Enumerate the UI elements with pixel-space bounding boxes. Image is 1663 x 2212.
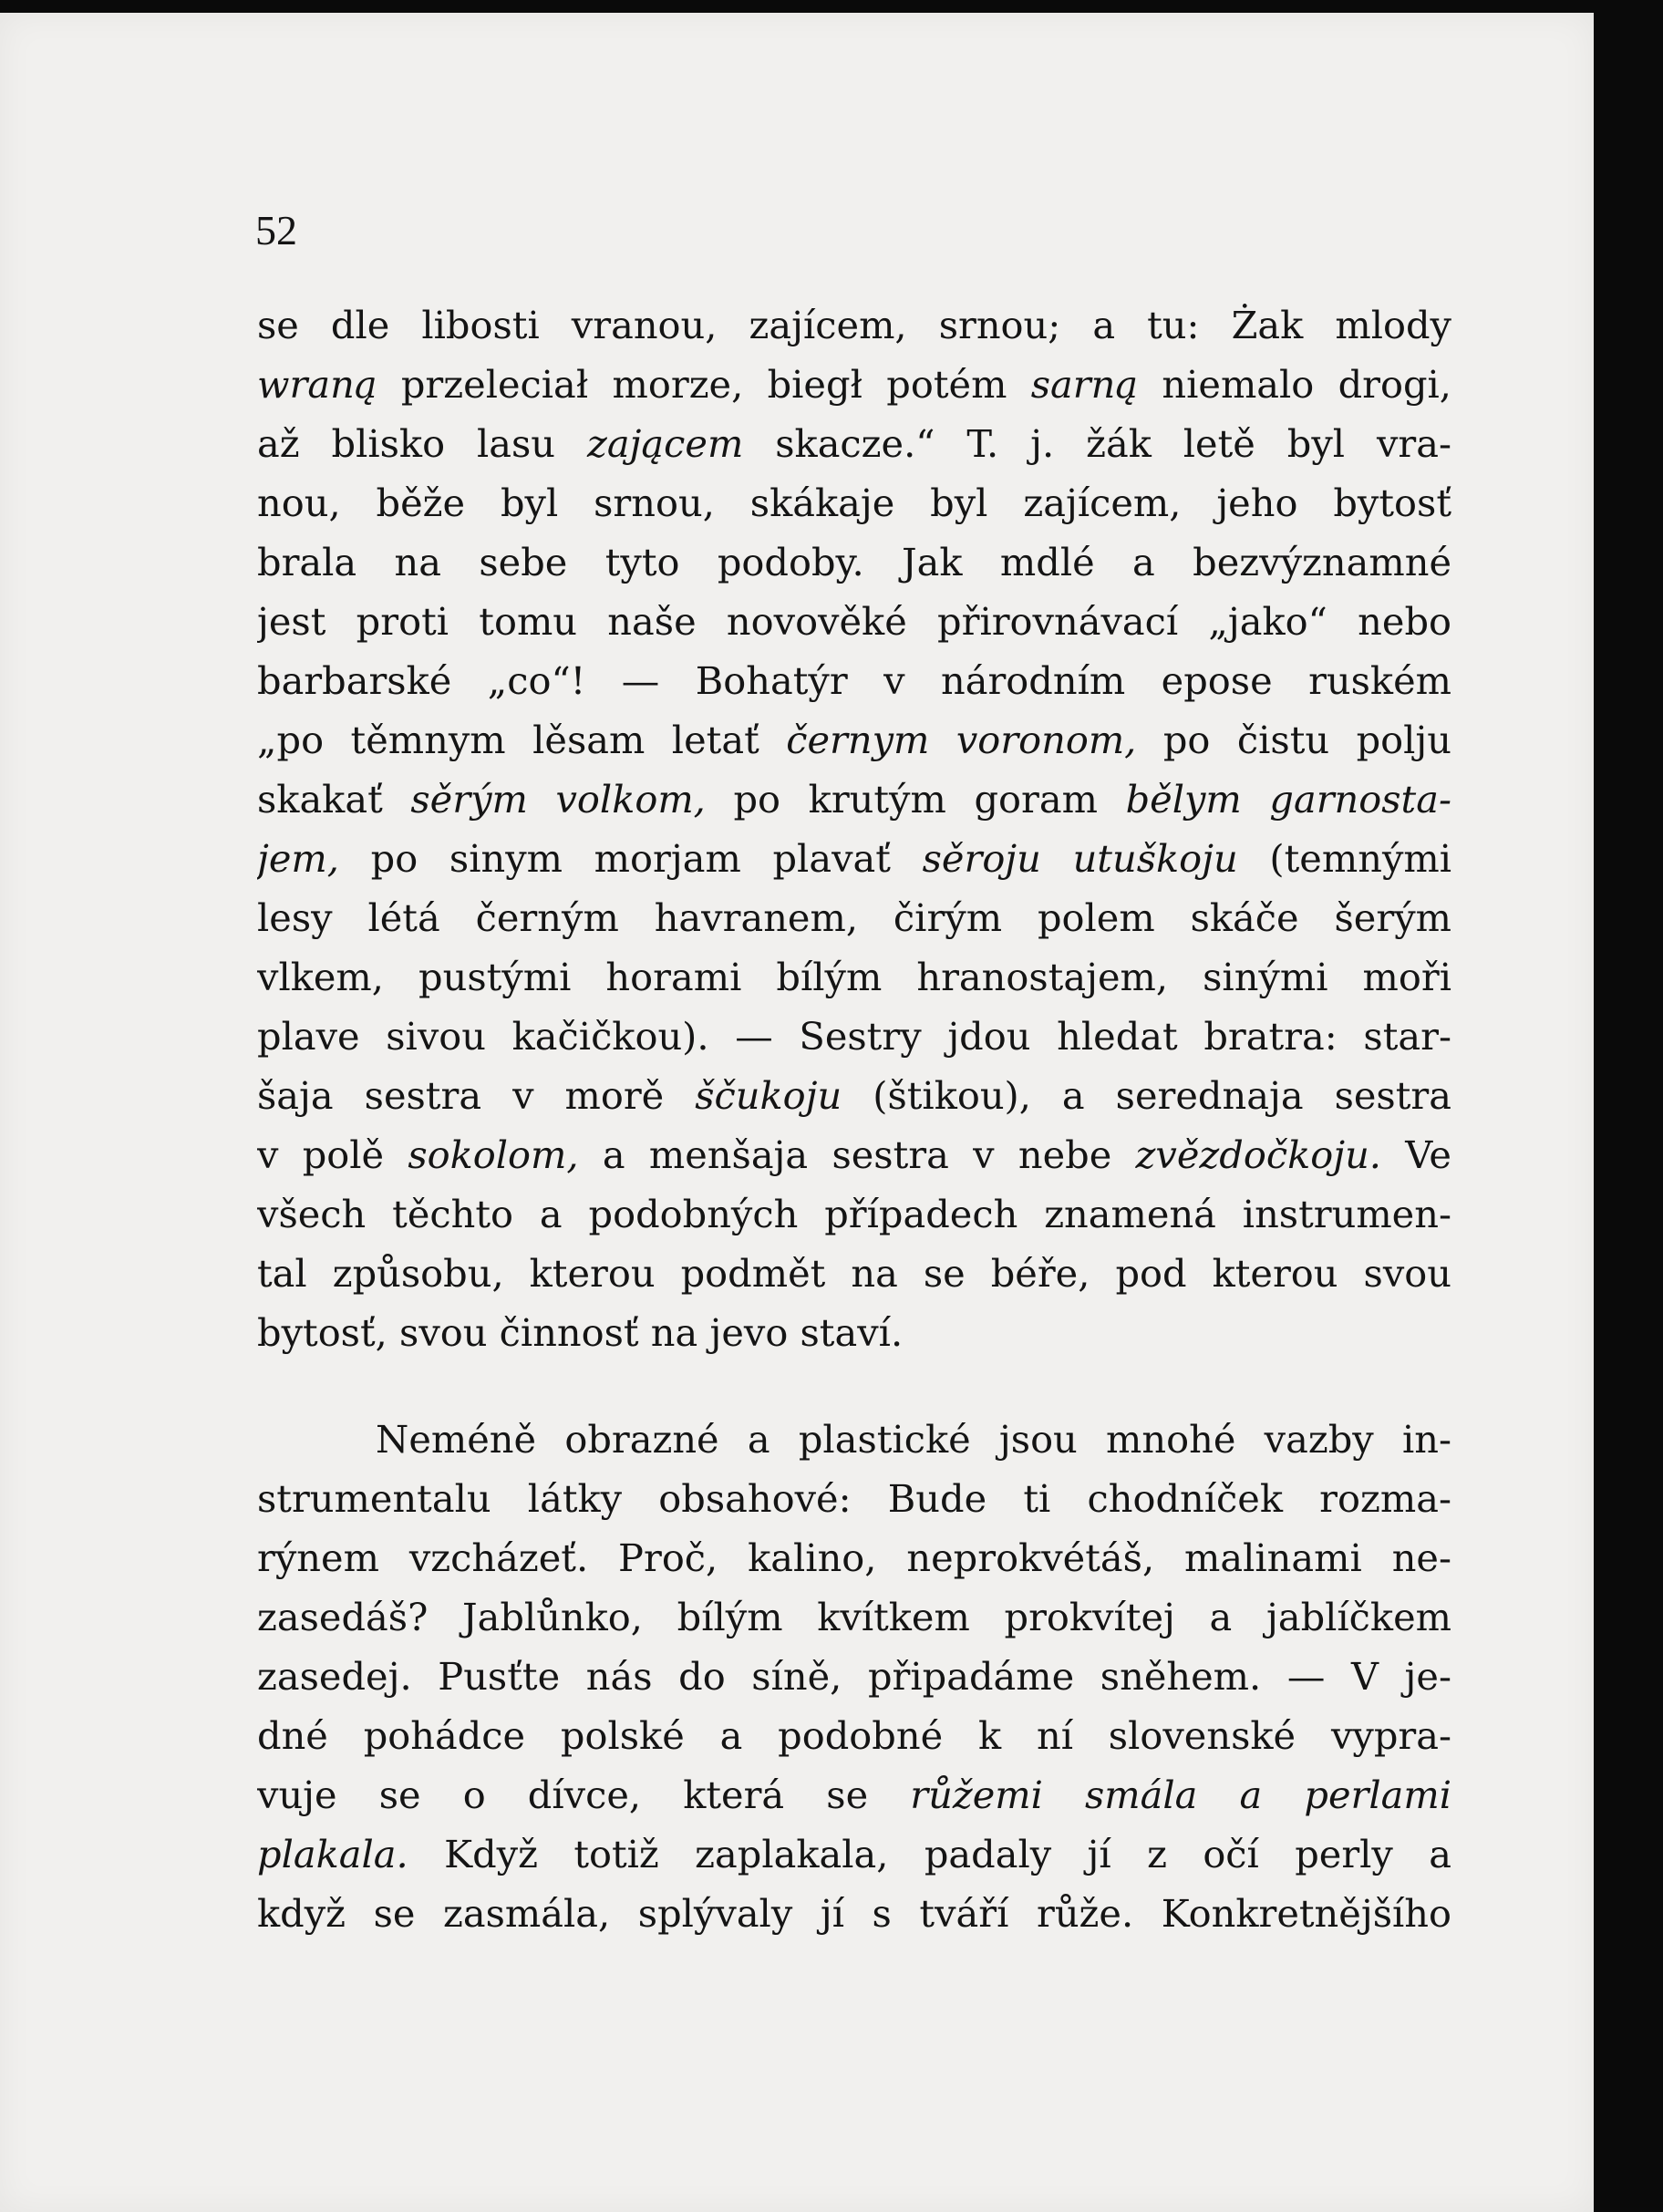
italic-phrase: sěrým volkom,	[410, 777, 706, 822]
text-run: barbarské „co“! — Bohatýr v národním epose ruském	[257, 658, 1451, 703]
text-line	[257, 829, 1451, 888]
italic-phrase: jem,	[257, 836, 339, 881]
italic-phrase: plakala.	[257, 1832, 408, 1876]
italic-phrase: černym voronom,	[786, 718, 1137, 762]
text-line	[257, 1824, 1451, 1884]
text-line	[257, 1528, 1451, 1587]
text-line	[257, 1765, 1451, 1824]
text-run: skacze.“ T. j. žák letě byl vra-	[743, 421, 1451, 466]
text-run: „po těmnym lěsam letať	[257, 718, 787, 762]
text-run: Neméně obrazné a plastické jsou mnohé vazby in-	[376, 1417, 1451, 1462]
text-run: všech těchto a podobných případech znamená instrumen-	[257, 1192, 1451, 1236]
text-line	[257, 1244, 1451, 1303]
text-line	[257, 1303, 1451, 1362]
text-line	[257, 770, 1451, 829]
text-run: když se zasmála, splývaly jí s tváří růže. Konkretnějšího	[257, 1891, 1451, 1936]
text-run: Když totiž zaplakala, padaly jí z očí perly a	[408, 1832, 1451, 1876]
text-run: strumentalu látky obsahové: Bude ti chodníček rozma-	[257, 1476, 1451, 1521]
text-line	[257, 1647, 1451, 1706]
text-run: vuje se o dívce, která se	[257, 1773, 911, 1817]
text-run: v polě	[257, 1132, 408, 1177]
italic-phrase: sarną	[1030, 362, 1139, 407]
text-line	[257, 473, 1451, 532]
text-run: jest proti tomu naše novověké přirovnávací „jako“ nebo	[257, 599, 1451, 644]
text-line	[257, 1410, 1451, 1469]
italic-phrase: sěroju utuškoju	[922, 836, 1238, 881]
text-line	[257, 1884, 1451, 1943]
text-line	[257, 1469, 1451, 1528]
text-run: skakať	[257, 777, 411, 822]
body-text	[257, 295, 1451, 1943]
text-line	[257, 1125, 1451, 1184]
text-line	[257, 947, 1451, 1007]
text-run: rýnem vzcházeť. Proč, kalino, neprokvétáš, malinami ne-	[257, 1535, 1451, 1580]
italic-phrase: zającem	[586, 421, 744, 466]
text-run: po čistu polju	[1136, 718, 1451, 762]
text-run: po krutým goram	[705, 777, 1126, 822]
italic-phrase: růžemi smála a perlami	[910, 1773, 1451, 1817]
italic-phrase: ščukoju	[695, 1073, 842, 1118]
text-line	[257, 532, 1451, 592]
text-run: lesy létá černým havranem, čirým polem skáče šerým	[257, 895, 1451, 940]
paragraph-1	[257, 295, 1451, 1362]
text-run: a menšaja sestra v nebe	[578, 1132, 1136, 1177]
text-line	[257, 1066, 1451, 1125]
text-line	[257, 1007, 1451, 1066]
text-run: bytosť, svou činnosť na jevo staví.	[257, 1310, 904, 1355]
text-run: plave sivou kačičkou). — Sestry jdou hledat bratra: star-	[257, 1014, 1451, 1059]
text-line	[257, 355, 1451, 414]
text-line	[257, 414, 1451, 473]
italic-phrase: zvězdočkoju.	[1135, 1132, 1381, 1177]
text-run: zasedáš? Jablůnko, bílým kvítkem prokvítej a jablíčkem	[257, 1595, 1451, 1639]
text-run: (štikou), a serednaja sestra	[842, 1073, 1451, 1118]
text-line	[257, 710, 1451, 770]
paragraph-2	[257, 1410, 1451, 1943]
text-line	[257, 888, 1451, 947]
text-run: až blisko lasu	[257, 421, 587, 466]
text-run: brala na sebe tyto podoby. Jak mdlé a bezvýznamné	[257, 540, 1451, 584]
text-run: przeleciał morze, biegł potém	[377, 362, 1031, 407]
text-run: niemalo drogi,	[1138, 362, 1451, 407]
paragraph-gap	[257, 1362, 1451, 1410]
italic-phrase: wraną	[257, 362, 377, 407]
text-line	[257, 1706, 1451, 1765]
page-number: 52	[255, 207, 297, 253]
text-line	[257, 1184, 1451, 1244]
text-line	[257, 651, 1451, 710]
text-run: tal způsobu, kterou podmět na se béře, pod kterou svou	[257, 1251, 1451, 1296]
text-run: se dle libosti vranou, zajícem, srnou; a tu: Żak mlody	[257, 303, 1451, 347]
text-run: po sinym morjam plavať	[338, 836, 923, 881]
text-run: šaja sestra v morě	[257, 1073, 696, 1118]
italic-phrase: bělym garnosta-	[1125, 777, 1451, 822]
text-run: (temnými	[1237, 836, 1451, 881]
text-run: Ve	[1381, 1132, 1451, 1177]
italic-phrase: sokolom,	[408, 1132, 579, 1177]
text-run: zasedej. Pusťte nás do síně, připadáme sněhem. — V je-	[257, 1654, 1451, 1699]
text-run: nou, běže byl srnou, skákaje byl zajícem, jeho bytosť	[257, 481, 1451, 525]
page-edge-shadow	[1594, 27, 1603, 2212]
text-line	[257, 592, 1451, 651]
text-run: dné pohádce polské a podobné k ní slovenské vypra-	[257, 1713, 1451, 1758]
text-line	[257, 1587, 1451, 1647]
text-line	[257, 295, 1451, 355]
text-run: vlkem, pustými horami bílým hranostajem, sinými moři	[257, 955, 1451, 999]
